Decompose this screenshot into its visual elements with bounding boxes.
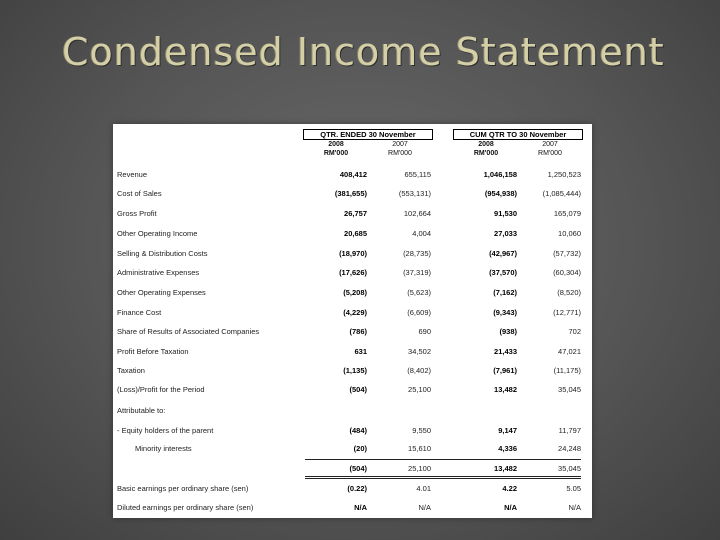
row-label: Other Operating Income	[117, 229, 198, 238]
row-qtr-2007: 25,100	[408, 385, 431, 394]
row-cum-2007: 1,250,523	[547, 170, 581, 179]
table-row	[113, 347, 592, 359]
row-cum-2008: (42,967)	[489, 249, 517, 258]
row-cum-2008: 27,033	[494, 229, 517, 238]
row-cum-2007: (12,771)	[553, 308, 581, 317]
row-label: - Equity holders of the parent	[117, 426, 214, 435]
row-label: Diluted earnings per ordinary share (sen)	[117, 503, 254, 512]
row-cum-2008: 9,147	[498, 426, 517, 435]
row-cum-2007: (1,085,444)	[542, 189, 581, 198]
row-cum-2008: 1,046,158	[483, 170, 517, 179]
table-row	[113, 170, 592, 182]
table-row	[113, 327, 592, 339]
row-label: Finance Cost	[117, 308, 162, 317]
table-row	[113, 406, 592, 418]
row-cum-2008: (7,162)	[493, 288, 517, 297]
row-cum-2007: 165,079	[553, 209, 581, 218]
row-cum-2007: 5.05	[566, 484, 581, 493]
row-qtr-2008: (1,135)	[343, 366, 367, 375]
table-row	[113, 288, 592, 300]
row-qtr-2007: 25,100	[408, 464, 431, 473]
table-row	[113, 229, 592, 241]
table-row	[113, 444, 592, 456]
row-qtr-2008: 26,757	[344, 209, 367, 218]
total-rule-bottom-1	[305, 476, 581, 477]
row-label: (Loss)/Profit for the Period	[117, 385, 205, 394]
row-cum-2008: 21,433	[494, 347, 517, 356]
row-qtr-2007: 690	[418, 327, 431, 336]
row-cum-2007: 35,045	[558, 385, 581, 394]
cum-year-prior: 2007	[542, 141, 558, 148]
row-label: Gross Profit	[117, 209, 157, 218]
row-qtr-2007: 34,502	[408, 347, 431, 356]
row-cum-2008: (954,938)	[484, 189, 517, 198]
row-cum-2007: 10,060	[558, 229, 581, 238]
table-row	[113, 366, 592, 378]
row-qtr-2008: (20)	[353, 444, 367, 453]
row-label: Other Operating Expenses	[117, 288, 206, 297]
slide-title: Condensed Income Statement	[62, 30, 665, 74]
row-qtr-2007: (8,402)	[407, 366, 431, 375]
row-cum-2007: (11,175)	[553, 366, 581, 375]
cum-unit-current: RM'000	[473, 150, 499, 157]
row-qtr-2008: (17,626)	[339, 268, 367, 277]
row-qtr-2007: 655,115	[404, 170, 431, 179]
row-qtr-2008: 631	[354, 347, 367, 356]
table-row	[113, 503, 592, 515]
table-row	[113, 385, 592, 397]
table-row	[113, 189, 592, 201]
table-row	[113, 308, 592, 320]
row-cum-2007: (57,732)	[553, 249, 581, 258]
row-cum-2007: 24,248	[558, 444, 581, 453]
row-cum-2007: 702	[568, 327, 581, 336]
row-qtr-2007: 102,664	[403, 209, 431, 218]
row-cum-2007: N/A	[568, 503, 581, 512]
row-qtr-2008: (0.22)	[347, 484, 367, 493]
cum-unit-prior: RM'000	[538, 150, 562, 157]
row-qtr-2008: (4,229)	[343, 308, 367, 317]
row-cum-2008: 4.22	[502, 484, 517, 493]
row-cum-2008: N/A	[504, 503, 517, 512]
qtr-unit-prior: RM'000	[388, 150, 412, 157]
row-cum-2007: 11,797	[558, 426, 581, 435]
table-row	[113, 426, 592, 438]
table-row	[113, 268, 592, 280]
row-qtr-2007: 4.01	[416, 484, 431, 493]
row-qtr-2007: (553,131)	[398, 189, 431, 198]
row-label: Administrative Expenses	[117, 268, 200, 277]
table-row-total	[113, 464, 592, 476]
row-cum-2007: (60,304)	[553, 268, 581, 277]
row-label: Profit Before Taxation	[117, 347, 189, 356]
cum-year-current: 2008	[478, 141, 494, 148]
row-qtr-2008: (504)	[349, 464, 367, 473]
row-qtr-2007: 15,610	[408, 444, 431, 453]
row-qtr-2008: (381,655)	[334, 189, 367, 198]
row-cum-2008: 13,482	[494, 464, 517, 473]
row-cum-2007: 47,021	[558, 347, 581, 356]
table-row	[113, 484, 592, 496]
total-rule-bottom-2	[305, 478, 581, 479]
qtr-year-current: 2008	[328, 141, 344, 148]
row-qtr-2008: (504)	[349, 385, 367, 394]
row-label: Selling & Distribution Costs	[117, 249, 208, 258]
row-label: Share of Results of Associated Companies	[117, 327, 260, 336]
row-cum-2008: (37,570)	[489, 268, 517, 277]
row-qtr-2008: (484)	[349, 426, 367, 435]
row-label: Taxation	[117, 366, 145, 375]
total-rule-top	[305, 459, 581, 460]
row-label: Cost of Sales	[117, 189, 162, 198]
row-cum-2008: 13,482	[494, 385, 517, 394]
row-label: Attributable to:	[117, 406, 166, 415]
row-qtr-2007: N/A	[418, 503, 431, 512]
row-cum-2008: 91,530	[494, 209, 517, 218]
row-qtr-2008: (5,208)	[343, 288, 367, 297]
row-qtr-2007: (6,609)	[407, 308, 431, 317]
row-qtr-2008: (18,970)	[339, 249, 367, 258]
cum-header-box: CUM QTR TO 30 November	[453, 129, 583, 140]
row-qtr-2007: 9,550	[412, 426, 431, 435]
row-cum-2007: (8,520)	[557, 288, 581, 297]
table-row	[113, 249, 592, 261]
row-label: Minority interests	[135, 444, 192, 453]
qtr-unit-current: RM'000	[323, 150, 349, 157]
row-cum-2008: (9,343)	[493, 308, 517, 317]
row-cum-2008: 4,336	[498, 444, 517, 453]
row-cum-2007: 35,045	[558, 464, 581, 473]
income-statement-document	[113, 124, 592, 518]
row-qtr-2007: (28,735)	[403, 249, 431, 258]
qtr-year-prior: 2007	[392, 141, 408, 148]
row-label: Revenue	[117, 170, 148, 179]
qtr-header-box: QTR. ENDED 30 November	[303, 129, 433, 140]
row-cum-2008: (938)	[499, 327, 517, 336]
row-qtr-2008: (786)	[349, 327, 367, 336]
row-qtr-2008: N/A	[354, 503, 367, 512]
row-cum-2008: (7,961)	[493, 366, 517, 375]
row-qtr-2007: (5,623)	[407, 288, 431, 297]
table-row	[113, 209, 592, 221]
row-qtr-2007: 4,004	[412, 229, 431, 238]
row-qtr-2007: (37,319)	[403, 268, 431, 277]
row-qtr-2008: 408,412	[339, 170, 367, 179]
row-qtr-2008: 20,685	[344, 229, 367, 238]
row-label: Basic earnings per ordinary share (sen)	[117, 484, 249, 493]
